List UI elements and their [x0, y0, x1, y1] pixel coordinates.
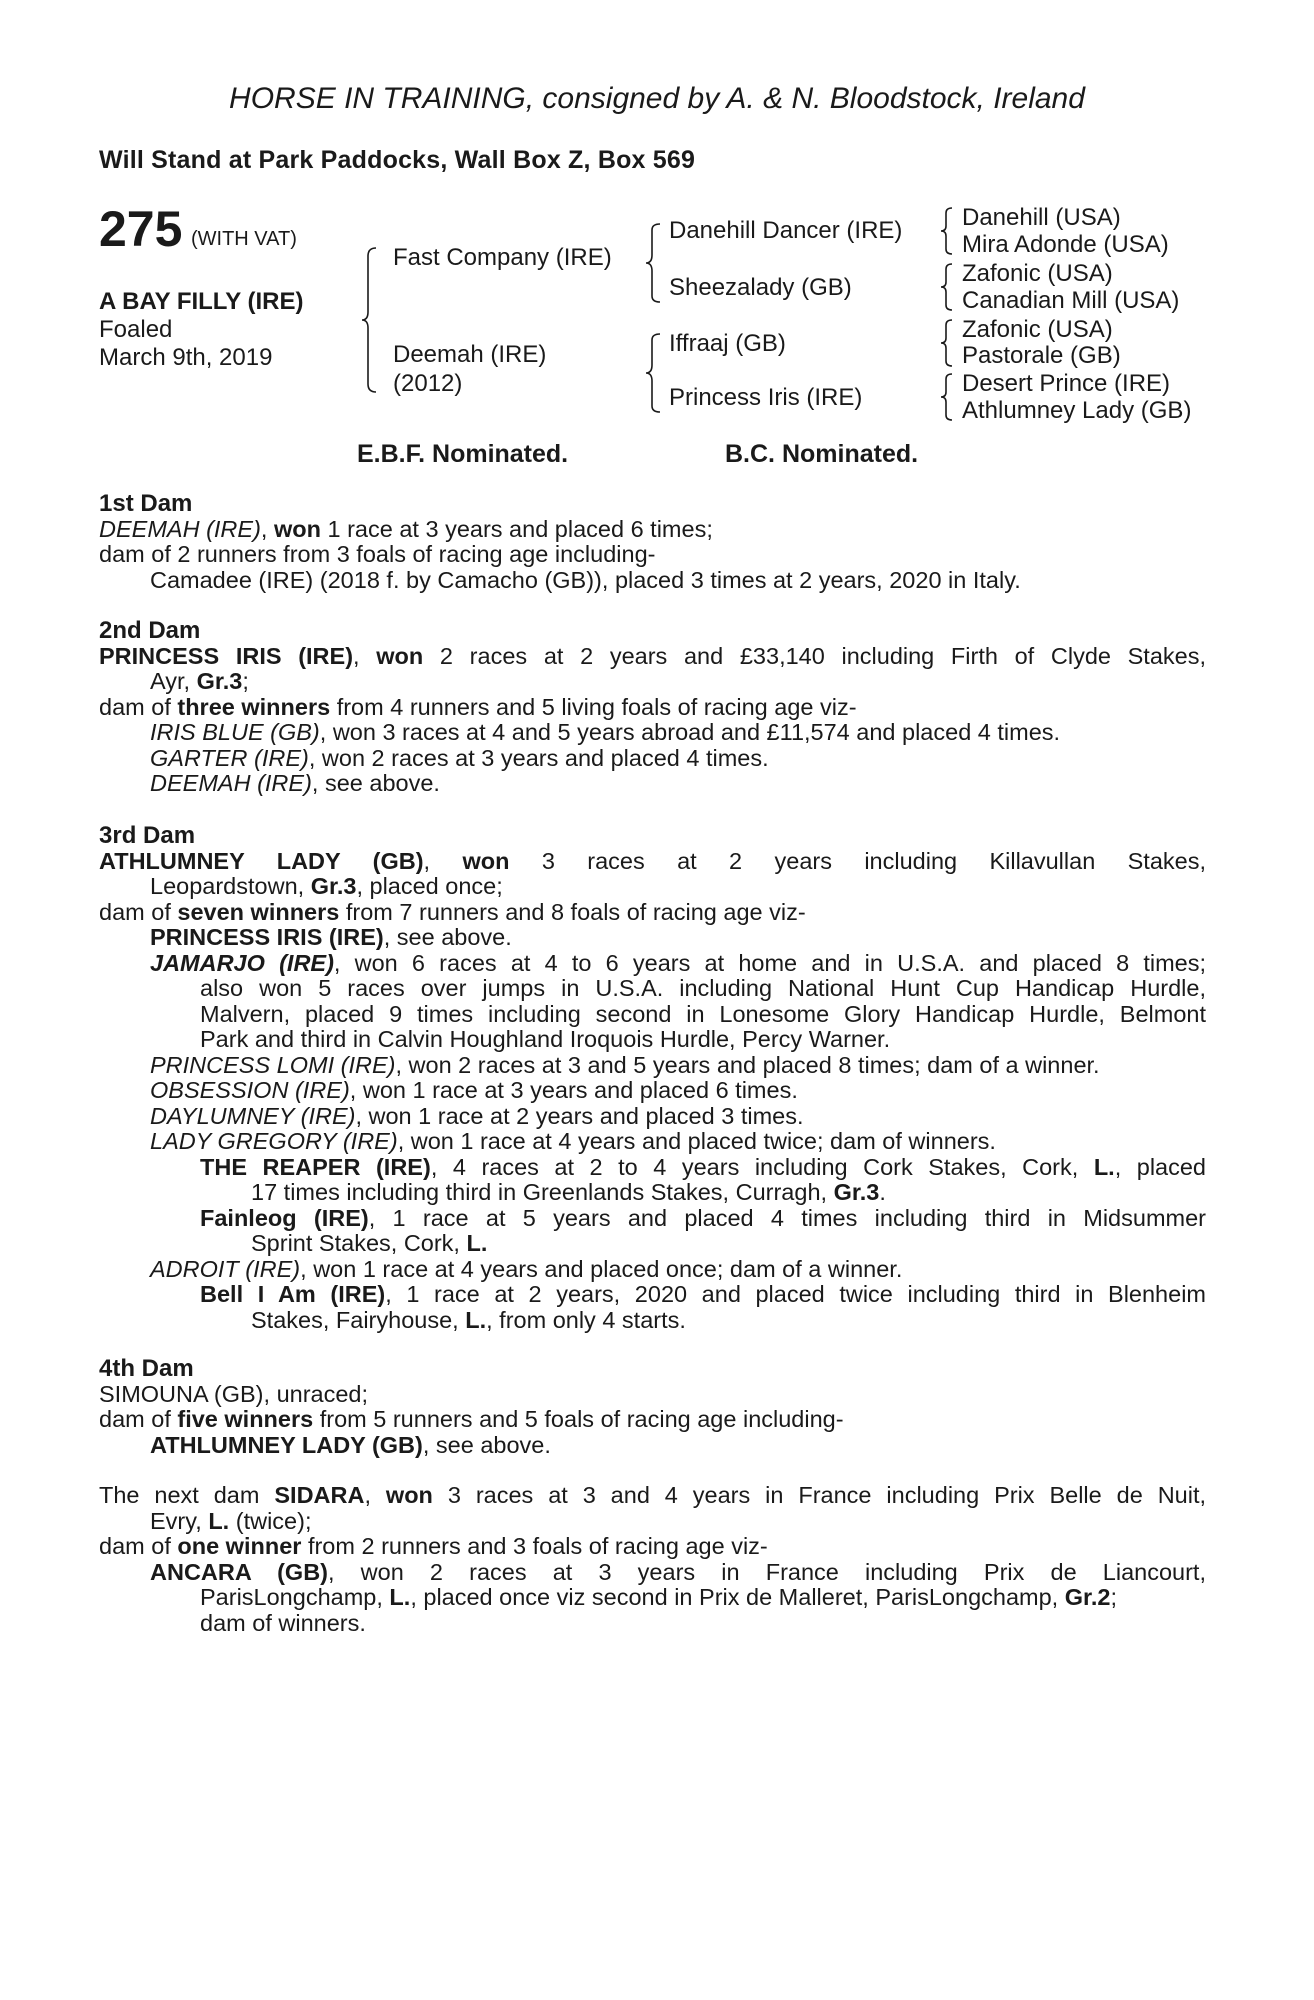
pedigree-g3-4: Canadian Mill (USA) [962, 287, 1180, 314]
ebf-nominated: E.B.F. Nominated. [357, 440, 569, 468]
grand-produce-cont: 17 times including third in Greenlands Stakes, Curragh, Gr.3. [251, 1179, 886, 1205]
produce-entry: OBSESSION (IRE), won 1 race at 3 years and placed 6 times. [150, 1077, 798, 1103]
produce-entry: LADY GREGORY (IRE), won 1 race at 4 years and placed twice; dam of winners. [150, 1128, 996, 1154]
produce-entry: ADROIT (IRE), won 1 race at 4 years and placed once; dam of a winner. [150, 1255, 903, 1282]
page-title: HORSE IN TRAINING, consigned by A. & N. Bloodstock, Ireland [229, 82, 1085, 115]
pedigree-dam-dam: Princess Iris (IRE) [669, 384, 863, 411]
produce-line: dam of three winners from 4 runners and 5 living foals of racing age viz- [99, 693, 857, 720]
pedigree-sire-sire: Danehill Dancer (IRE) [669, 217, 903, 244]
stand-location: Will Stand at Park Paddocks, Wall Box Z, Box 569 [99, 146, 696, 174]
section-4th-dam [99, 1356, 1206, 1458]
produce-entry: PRINCESS IRIS (IRE), see above. [150, 924, 512, 950]
pedigree-sire-dam: Sheezalady (GB) [669, 274, 852, 301]
section-heading: 4th Dam [99, 1355, 194, 1382]
produce-entry-cont: dam of winners. [200, 1609, 366, 1636]
section-1st-dam [99, 491, 1209, 593]
section-next-dam [99, 1483, 1206, 1636]
produce-entry: IRIS BLUE (GB), won 3 races at 4 and 5 years abroad and £11,574 and placed 4 times. [150, 719, 1061, 745]
horse-name: A BAY FILLY (IRE) [99, 288, 304, 315]
pedigree-dam-sire: Iffraaj (GB) [669, 330, 786, 357]
pedigree-sire: Fast Company (IRE) [393, 244, 612, 271]
bc-nominated: B.C. Nominated. [725, 440, 919, 468]
grand-produce-cont: Sprint Stakes, Cork, L. [251, 1230, 488, 1256]
produce-line: dam of seven winners from 7 runners and 8 foals of racing age viz- [99, 898, 806, 925]
produce-entry: GARTER (IRE), won 2 races at 3 years and placed 4 times. [150, 744, 769, 771]
produce-entry: DEEMAH (IRE), see above. [150, 770, 440, 796]
pedigree-dam: Deemah (IRE) [393, 341, 547, 368]
pedigree-g3-5: Zafonic (USA) [962, 316, 1113, 343]
dam-line-cont: Ayr, Gr.3; [150, 668, 249, 694]
pedigree-g3-3: Zafonic (USA) [962, 260, 1113, 287]
section-3rd-dam [99, 823, 1206, 1333]
pedigree-g3-6: Pastorale (GB) [962, 342, 1121, 369]
produce-entry: DAYLUMNEY (IRE), won 1 race at 2 years and placed 3 times. [150, 1102, 804, 1129]
produce-entry-cont: Park and third in Calvin Houghland Iroquois Hurdle, Percy Warner. [200, 1026, 891, 1052]
dam-line: The next dam SIDARA, won 3 races at 3 and 4 years in France including Prix Belle de Nuit, [99, 1482, 1207, 1508]
produce-line: dam of one winner from 2 runners and 3 foals of racing age viz- [99, 1533, 768, 1559]
pedigree-dam-year: (2012) [393, 370, 463, 397]
produce-entry: Camadee (IRE) (2018 f. by Camacho (GB)), placed 3 times at 2 years, 2020 in Italy. [150, 566, 1021, 593]
produce-entry: ATHLUMNEY LADY (GB), see above. [150, 1431, 551, 1458]
produce-entry-cont: Malvern, placed 9 times including second in Lonesome Glory Handicap Hurdle, Belmont [200, 1000, 1206, 1027]
dam-line-cont: Evry, L. (twice); [150, 1507, 312, 1534]
produce-entry: JAMARJO (IRE), won 6 races at 4 to 6 years at home and in U.S.A. and placed 8 times; [150, 949, 1206, 976]
section-heading: 3rd Dam [99, 822, 196, 849]
produce-entry-cont: ParisLongchamp, L., placed once viz second in Prix de Malleret, ParisLongchamp, Gr.2; [200, 1584, 1117, 1610]
dam-line: ATHLUMNEY LADY (GB), won 3 races at 2 years including Killavullan Stakes, [99, 847, 1207, 874]
pedigree-bracket-dam [646, 332, 666, 414]
grand-produce-cont: Stakes, Fairyhouse, L., from only 4 starts. [251, 1306, 686, 1333]
pedigree-g3-8: Athlumney Lady (GB) [962, 397, 1192, 424]
produce-entry: ANCARA (GB), won 2 races at 3 years in France including Prix de Liancourt, [150, 1558, 1206, 1585]
grand-produce-entry: Fainleog (IRE), 1 race at 5 years and placed 4 times including third in Midsummer [200, 1204, 1206, 1231]
foaled-label: Foaled [99, 316, 173, 343]
foaled-date: March 9th, 2019 [99, 344, 273, 371]
produce-entry: PRINCESS LOMI (IRE), won 2 races at 3 and 5 years and placed 8 times; dam of a winner. [150, 1051, 1100, 1078]
produce-line: dam of five winners from 5 runners and 5 foals of racing age including- [99, 1406, 844, 1432]
pedigree-bracket-g1 [940, 206, 954, 256]
dam-line-cont: Leopardstown, Gr.3, placed once; [150, 873, 503, 899]
section-heading: 2nd Dam [99, 617, 201, 644]
pedigree-bracket-g2 [940, 262, 954, 312]
vat-note: (WITH VAT) [191, 228, 297, 250]
section-heading: 1st Dam [99, 490, 193, 517]
pedigree-bracket-g3 [940, 318, 954, 368]
dam-line: SIMOUNA (GB), unraced; [99, 1380, 369, 1407]
foaled-info [99, 316, 272, 372]
produce-line: dam of 2 runners from 3 foals of racing age including- [99, 541, 656, 567]
dam-line: PRINCESS IRIS (IRE), won 2 races at 2 years and £33,140 including Firth of Clyde Stakes, [99, 642, 1207, 669]
pedigree-g3-2: Mira Adonde (USA) [962, 231, 1169, 258]
pedigree-g3-1: Danehill (USA) [962, 204, 1121, 231]
section-2nd-dam [99, 618, 1206, 797]
grand-produce-entry: Bell I Am (IRE), 1 race at 2 years, 2020 and placed twice including third in Blenheim [200, 1281, 1206, 1307]
pedigree-bracket-g4 [940, 372, 954, 422]
pedigree-bracket-main [362, 246, 382, 394]
pedigree-g3-7: Desert Prince (IRE) [962, 370, 1171, 397]
dam-line: DEEMAH (IRE), won 1 race at 3 years and placed 6 times; [99, 515, 713, 542]
lot-number: 275 [99, 201, 183, 257]
produce-entry-cont: also won 5 races over jumps in U.S.A. including National Hunt Cup Handicap Hurdle, [200, 975, 1206, 1001]
pedigree-bracket-sire [646, 222, 666, 304]
grand-produce-entry: THE REAPER (IRE), 4 races at 2 to 4 years including Cork Stakes, Cork, L., placed [200, 1153, 1207, 1180]
